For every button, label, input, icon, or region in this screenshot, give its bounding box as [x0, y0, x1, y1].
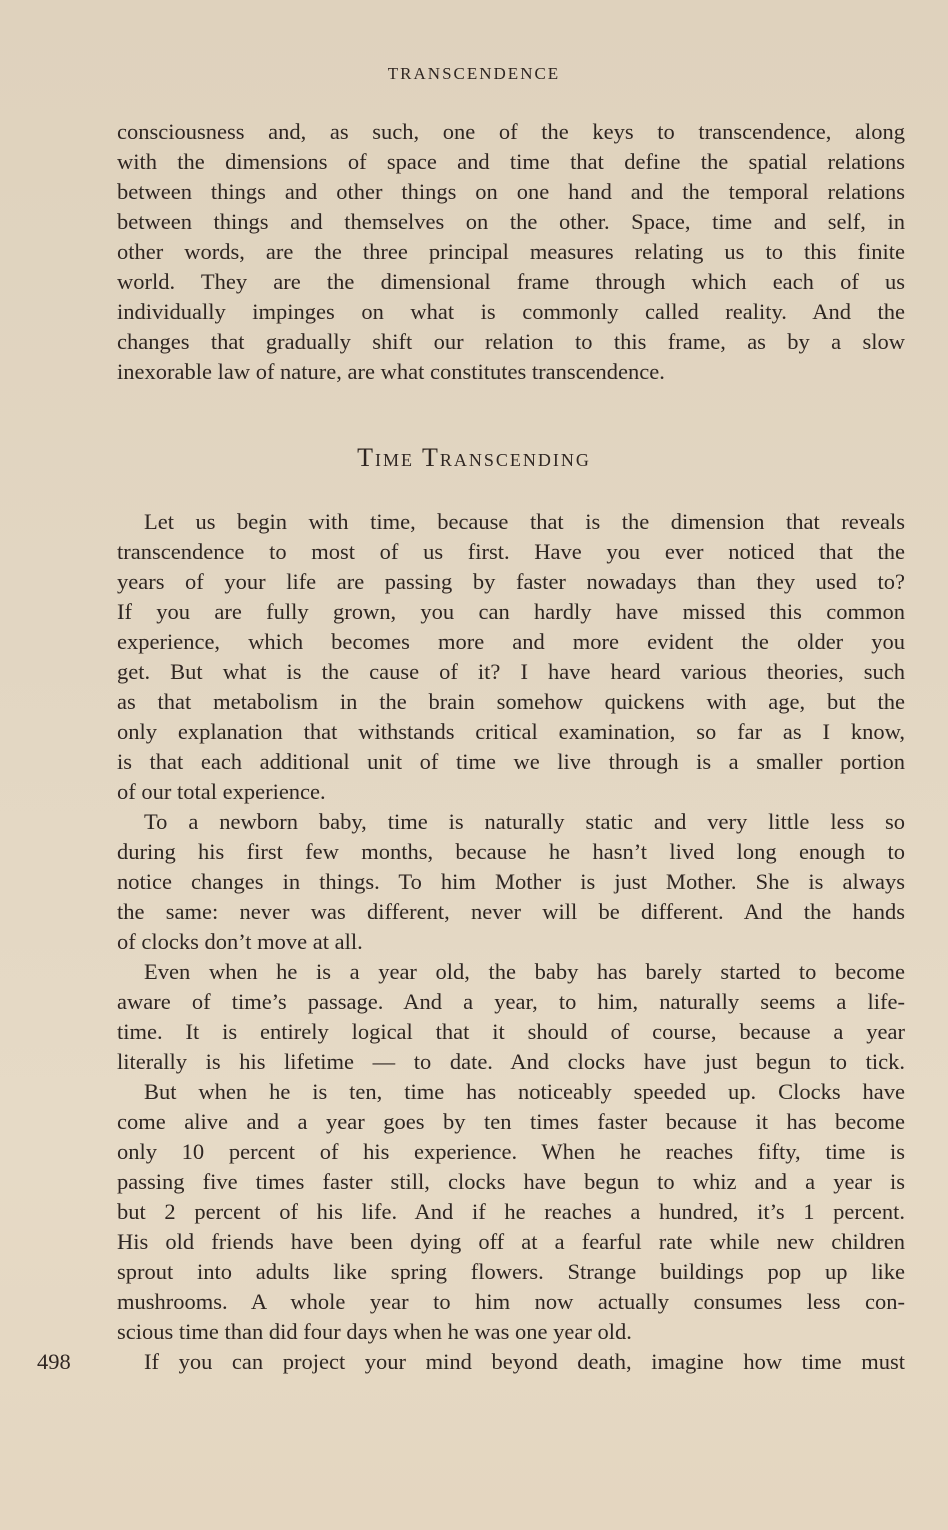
text-line: with the dimensions of space and time that define the spatial relations: [117, 149, 905, 174]
text-line: passing five times faster still, clocks have begun to whiz and a year is: [117, 1169, 905, 1194]
page-number: 498: [37, 1349, 71, 1374]
text-line: as that metabolism in the brain somehow quickens with age, but the: [117, 689, 905, 714]
text-line: time. It is entirely logical that it should of course, because a year: [117, 1019, 905, 1044]
text-line: changes that gradually shift our relation to this frame, as by a slow: [117, 329, 905, 354]
text-line: aware of time’s passage. And a year, to him, naturally seems a life-: [117, 989, 905, 1014]
text-line: come alive and a year goes by ten times faster because it has become: [117, 1109, 905, 1134]
text-line: is that each additional unit of time we live through is a smaller portion: [117, 749, 905, 774]
text-line: To a newborn baby, time is naturally static and very little less so: [144, 809, 905, 834]
text-line: only 10 percent of his experience. When he reaches fifty, time is: [117, 1139, 905, 1164]
text-line: individually impinges on what is commonly called reality. And the: [117, 299, 905, 324]
running-head: TRANSCENDENCE: [387, 64, 561, 83]
text-line: mushrooms. A whole year to him now actually consumes less con-: [117, 1289, 905, 1314]
text-line: between things and themselves on the other. Space, time and self, in: [117, 209, 905, 234]
text-line: years of your life are passing by faster nowadays than they used to?: [117, 569, 905, 594]
intro-paragraph: [117, 117, 905, 387]
text-line: If you are fully grown, you can hardly have missed this common: [117, 599, 905, 624]
text-line: consciousness and, as such, one of the keys to transcendence, along: [117, 119, 905, 144]
text-line: only explanation that withstands critical examination, so far as I know,: [117, 719, 905, 744]
text-line: experience, which becomes more and more evident the older you: [117, 629, 905, 654]
text-line: the same: never was different, never will be different. And the hands: [117, 899, 905, 924]
text-line: scious time than did four days when he was one year old.: [117, 1319, 632, 1344]
text-line: other words, are the three principal measures relating us to this finite: [117, 239, 905, 264]
text-line: transcendence to most of us first. Have you ever noticed that the: [117, 539, 905, 564]
text-line: Even when he is a year old, the baby has barely started to become: [144, 959, 905, 984]
text-line: inexorable law of nature, are what constitutes transcendence.: [117, 359, 665, 384]
text-line: sprout into adults like spring flowers. Strange buildings pop up like: [117, 1259, 905, 1284]
text-line: of our total experience.: [117, 779, 326, 804]
text-line: literally is his lifetime — to date. And clocks have just begun to tick.: [117, 1049, 905, 1074]
text-line: of clocks don’t move at all.: [117, 929, 363, 954]
text-line: between things and other things on one hand and the temporal relations: [117, 179, 905, 204]
section-body: [117, 507, 905, 1377]
text-line: but 2 percent of his life. And if he reaches a hundred, it’s 1 percent.: [117, 1199, 905, 1224]
text-line: during his first few months, because he hasn’t lived long enough to: [117, 839, 905, 864]
text-line: get. But what is the cause of it? I have heard various theories, such: [117, 659, 905, 684]
text-line: world. They are the dimensional frame through which each of us: [117, 269, 905, 294]
text-line: His old friends have been dying off at a fearful rate while new children: [117, 1229, 905, 1254]
text-line: notice changes in things. To him Mother is just Mother. She is always: [117, 869, 905, 894]
section-title: Time Transcending: [357, 443, 591, 472]
text-line: Let us begin with time, because that is the dimension that reveals: [144, 509, 905, 534]
text-line: If you can project your mind beyond death, imagine how time must: [144, 1349, 905, 1374]
text-line: But when he is ten, time has noticeably speeded up. Clocks have: [144, 1079, 905, 1104]
